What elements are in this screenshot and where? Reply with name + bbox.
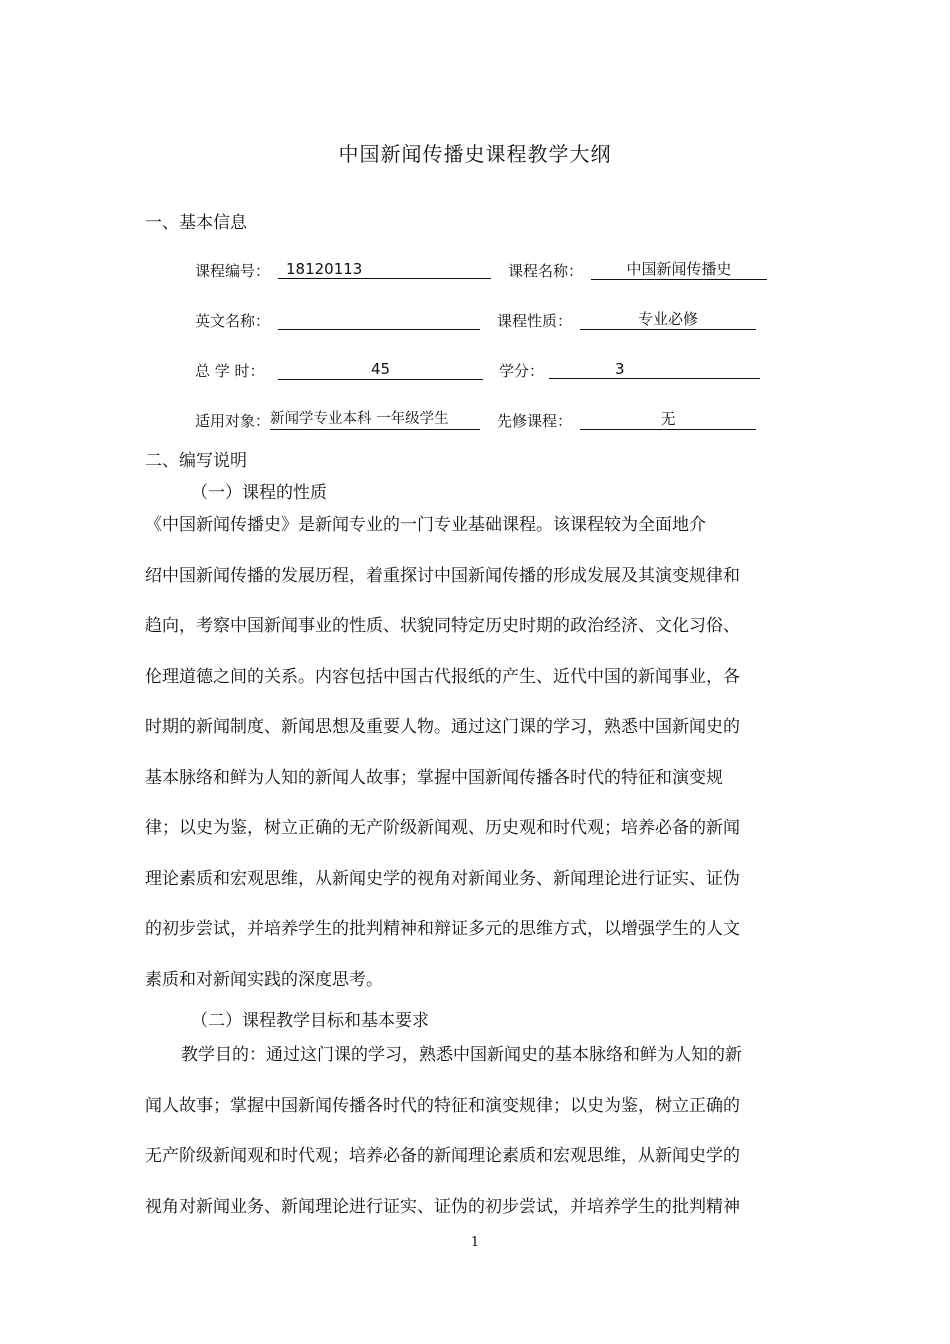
course-nature-paragraph: [145, 500, 805, 1005]
english-name-label: 英文名称：: [195, 312, 271, 330]
subsection-heading-course-nature: （一）课程的性质: [191, 483, 327, 503]
paragraph-line: 基本脉络和鲜为人知的新闻人故事；掌握中国新闻传播各时代的特征和演变规: [145, 767, 723, 788]
prereq-label: 先修课程：: [497, 412, 573, 430]
paragraph-line: 闻人故事；掌握中国新闻传播各时代的特征和演变规律；以史为鉴，树立正确的: [145, 1095, 740, 1116]
english-name-value: [278, 309, 480, 330]
total-hours-value: 45: [278, 359, 483, 380]
credits-value: 3: [549, 359, 760, 379]
paragraph-line: 绍中国新闻传播的发展历程，着重探讨中国新闻传播的形成发展及其演变规律和: [145, 565, 740, 586]
section-heading-basic-info: 一、基本信息: [145, 213, 247, 233]
course-type-label: 课程性质：: [497, 312, 573, 330]
paragraph-line: 伦理道德之间的关系。内容包括中国古代报纸的产生、近代中国的新闻事业，各: [145, 666, 740, 687]
objectives-paragraph: [145, 1030, 805, 1232]
course-type-value: 专业必修: [580, 309, 756, 330]
paragraph-line: 教学目的：通过这门课的学习，熟悉中国新闻史的基本脉络和鲜为人知的新: [181, 1045, 742, 1065]
page-number: 1: [470, 1235, 480, 1250]
paragraph-line: 律；以史为鉴，树立正确的无产阶级新闻观、历史观和时代观；培养必备的新闻: [145, 818, 740, 838]
course-name-label: 课程名称：: [508, 262, 584, 280]
document-title: 中国新闻传播史课程教学大纲: [338, 142, 612, 166]
paragraph-line: 无产阶级新闻观和时代观；培养必备的新闻理论素质和宏观思维，从新闻史学的: [145, 1146, 740, 1166]
paragraph-line: 《中国新闻传播史》是新闻专业的一门专业基础课程。该课程较为全面地介: [145, 515, 706, 535]
audience-value: 新闻学专业本科 一年级学生: [270, 409, 480, 430]
paragraph-line: 理论素质和宏观思维，从新闻史学的视角对新闻业务、新闻理论进行证实、证伪: [145, 868, 740, 889]
course-code-label: 课程编号：: [195, 262, 271, 280]
audience-label: 适用对象：: [195, 412, 271, 430]
paragraph-line: 视角对新闻业务、新闻理论进行证实、证伪的初步尝试，并培养学生的批判精神: [145, 1196, 740, 1217]
paragraph-line: 素质和对新闻实践的深度思考。: [145, 969, 383, 990]
paragraph-line: 的初步尝试，并培养学生的批判精神和辩证多元的思维方式，以增强学生的人文: [145, 919, 740, 939]
section-heading-writing-notes: 二、编写说明: [145, 451, 247, 471]
credits-label: 学分：: [499, 362, 545, 380]
total-hours-label: 总 学 时：: [195, 362, 265, 380]
subsection-heading-objectives: （二）课程教学目标和基本要求: [191, 1011, 429, 1031]
paragraph-line: 时期的新闻制度、新闻思想及重要人物。通过这门课的学习，熟悉中国新闻史的: [145, 717, 740, 737]
course-code-value: 18120113: [278, 259, 491, 279]
prereq-value: 无: [580, 409, 756, 430]
course-name-value: 中国新闻传播史: [591, 259, 767, 280]
paragraph-line: 趋向，考察中国新闻事业的性质、状貌同特定历史时期的政治经济、文化习俗、: [145, 616, 740, 636]
